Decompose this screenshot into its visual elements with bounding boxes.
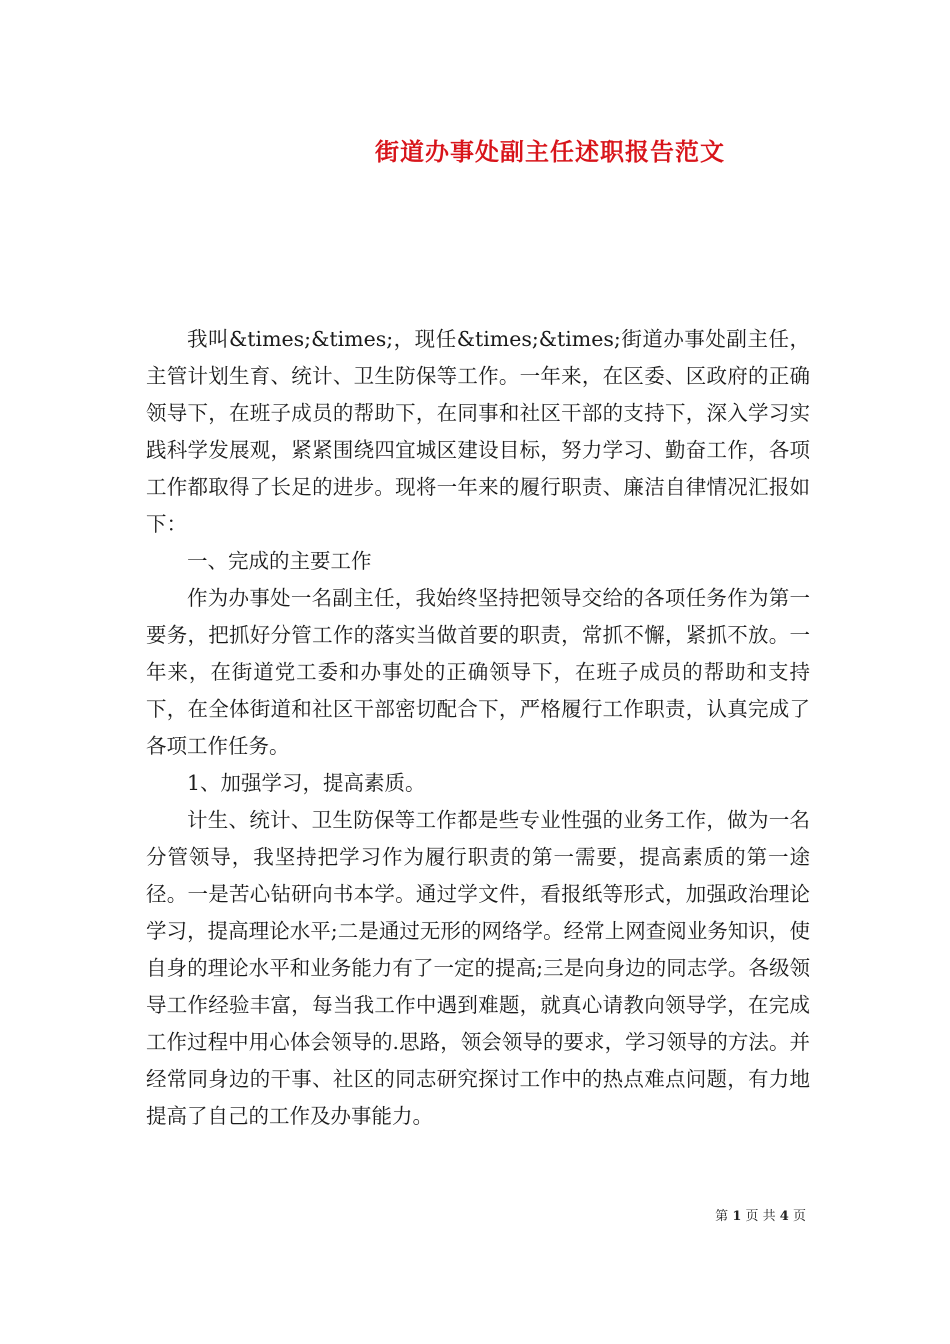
intro-paragraph: 我叫&times;&times;，现任&times;&times;街道办事处副主任，主管计划生育、统计、卫生防保等工作。一年来，在区委、区政府的正确领导下，在班子成员的帮助下，在同事和社区干部的支持下，深入学习实践科学发展观，紧紧围绕四宜城区建设目标，努力学习、勤奋工作，各项工作都取得了长足的进步。现将一年来的履行职责、廉洁自律情况汇报如下： [146, 327, 810, 536]
footer-total-pages: 4 [779, 1209, 789, 1224]
subsection-heading-study: 1、加强学习，提高素质。 [187, 771, 426, 795]
document-body [146, 321, 810, 1135]
footer-suffix: 页 [792, 1209, 806, 1224]
study-paragraph: 计生、统计、卫生防保等工作都是些专业性强的业务工作，做为一名分管领导，我坚持把学习作为履行职责的第一需要，提高素质的第一途径。一是苦心钻研向书本学。通过学文件，看报纸等形式，加强政治理论学习，提高理论水平;二是通过无形的网络学。经常上网查阅业务知识，使自身的理论水平和业务能力有了一定的提高;三是向身边的同志学。各级领导工作经验丰富，每当我工作中遇到难题，就真心请教向领导学，在完成工作过程中用心体会领导的.思路，领会领导的要求，学习领导的方法。并经常同身边的干事、社区的同志研究探讨工作中的热点难点问题，有力地提高了自己的工作及办事能力。 [146, 808, 810, 1128]
page-footer [715, 1205, 806, 1224]
section-heading-main-work: 一、完成的主要工作 [187, 549, 372, 573]
footer-middle: 页 共 [745, 1209, 776, 1224]
footer-prefix: 第 [715, 1209, 729, 1224]
footer-current-page: 1 [732, 1209, 742, 1224]
document-title: 街道办事处副主任述职报告范文 [375, 137, 725, 166]
main-work-paragraph: 作为办事处一名副主任，我始终坚持把领导交给的各项任务作为第一要务，把抓好分管工作的落实当做首要的职责，常抓不懈，紧抓不放。一年来，在街道党工委和办事处的正确领导下，在班子成员的帮助和支持下，在全体街道和社区干部密切配合下，严格履行工作职责，认真完成了各项工作任务。 [146, 586, 810, 758]
